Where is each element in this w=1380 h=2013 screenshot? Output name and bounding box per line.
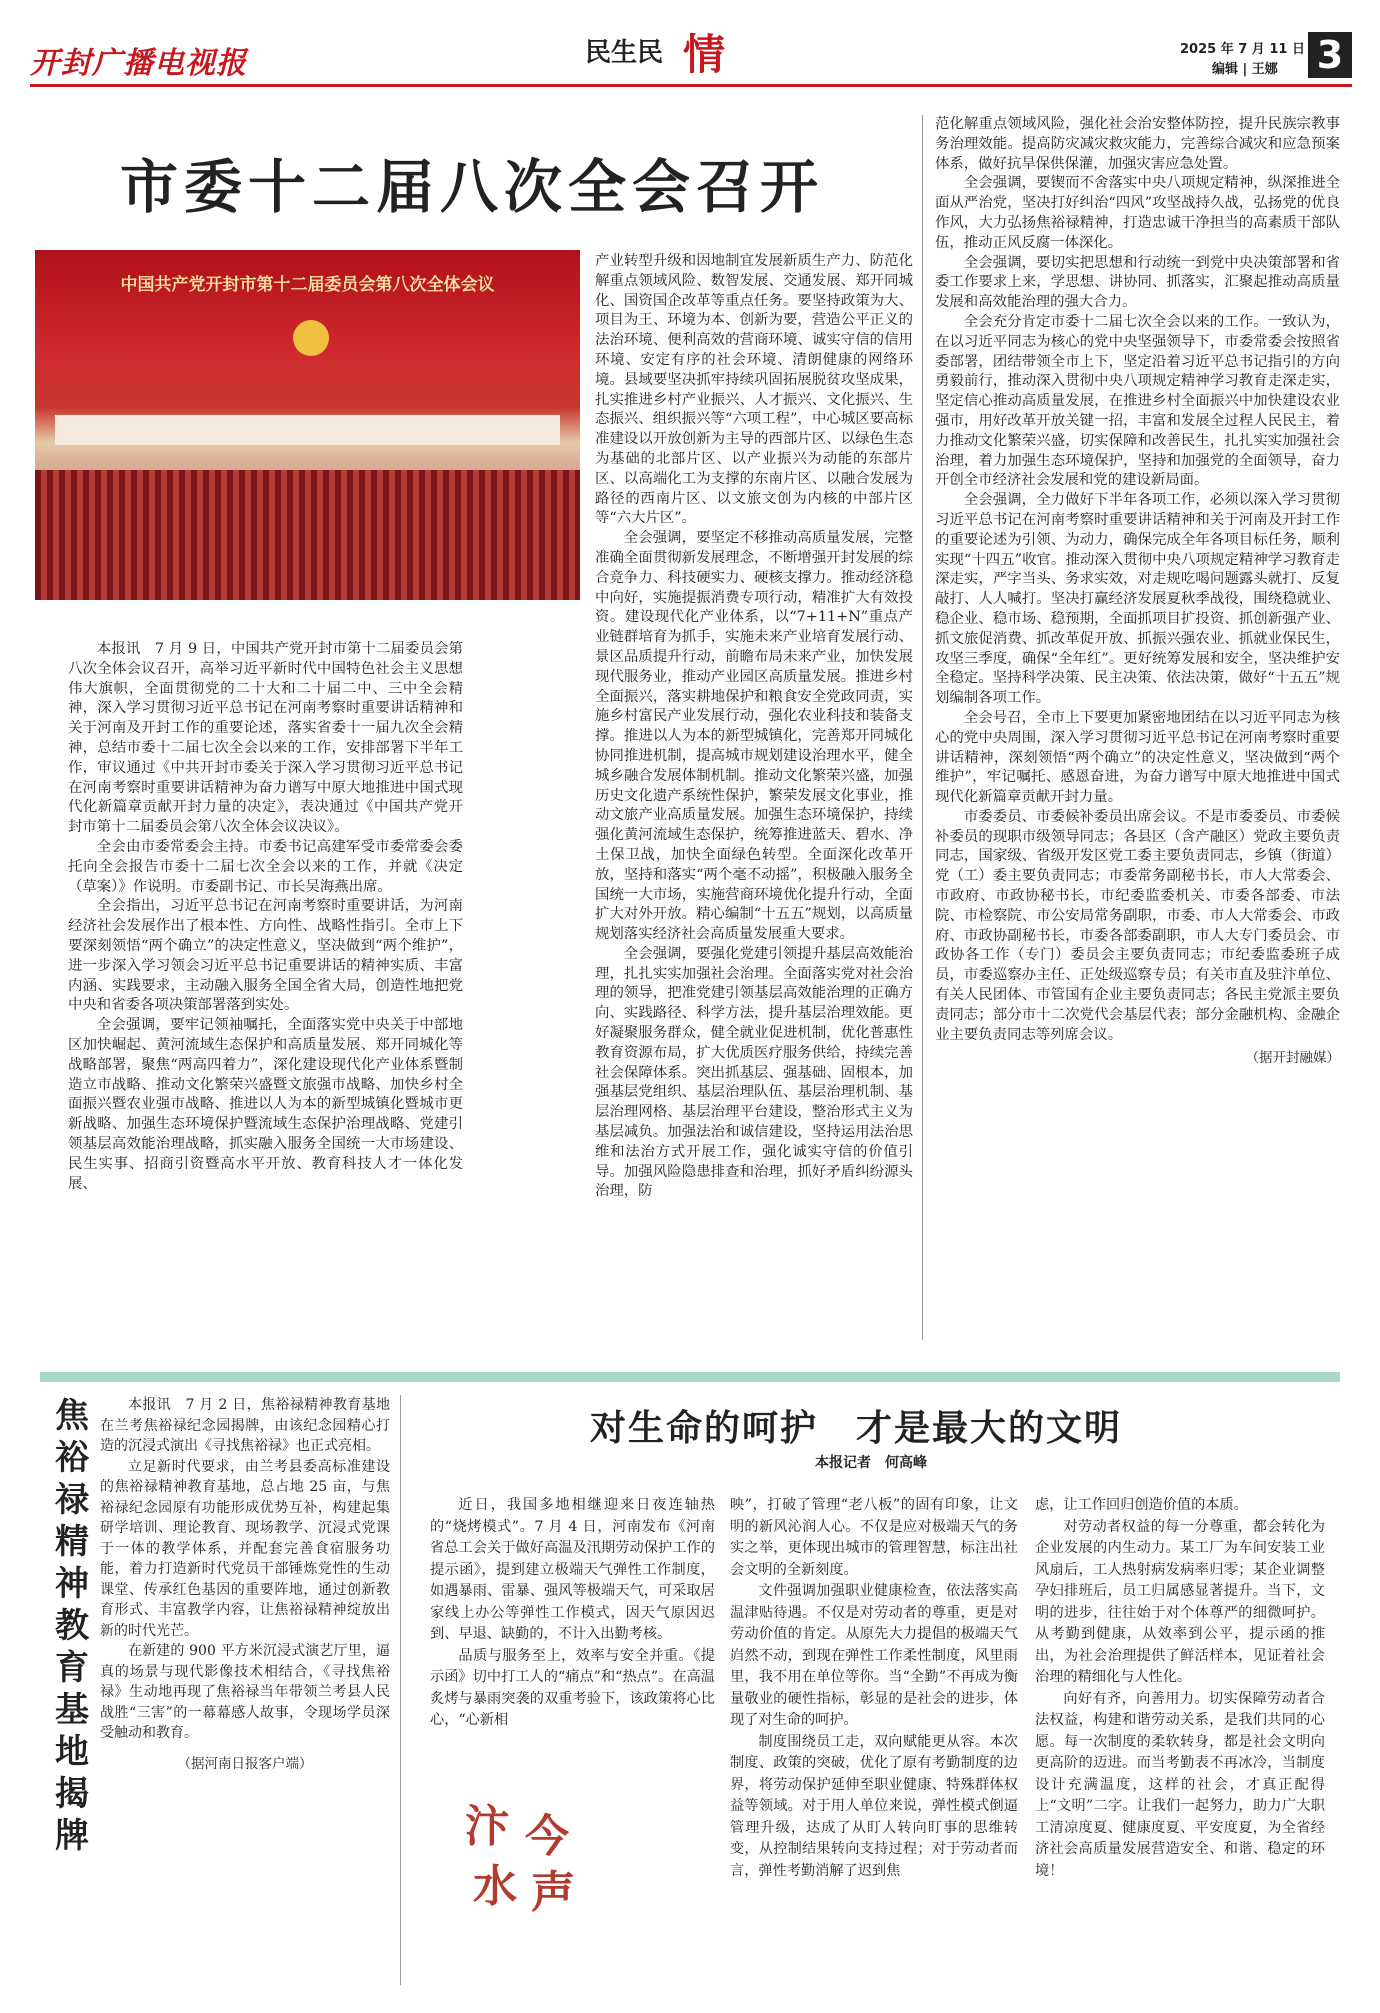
opinion-column-2 bbox=[730, 1495, 1018, 1882]
paragraph: 在新建的 900 平方米沉浸式演艺厅里，逼真的场景与现代影像技术相结合，《寻找焦裕禄》生动地再现了焦裕禄当年带领兰考县人民战胜“三害”的一幕幕感人故事，令现场学员深受触动和教育。 bbox=[100, 1643, 390, 1741]
paragraph: 全会指出，习近平总书记在河南考察时重要讲话，为河南经济社会发展作出了根本性、方向性、战略性指引。全市上下要深刻领悟“两个确立”的决定性意义，坚决做到“两个维护”，进一步深入学习领会习近平总书记重要讲话的精神实质、丰富内涵、实践要求，主动融入服务全国全省大局，创造性地把党中央和省委各项决策部署落到实处。 bbox=[68, 898, 463, 1014]
paragraph: 全会强调，要强化党建引领提升基层高效能治理，扎扎实实加强社会治理。全面落实党对社会治理的领导，把准党建引领基层高效能治理的正确方向、实践路径、科学方法，提升基层治理效能。更好凝聚服务群众，健全就业促进机制，优化普惠性教育资源布局，扩大优质医疗服务供给，持续完善社会保障体系。突出抓基层、强基础、固根本，加强基层党组织、基层治理队伍、基层治理机制、基层治理网格、基层治理平台建设，整治形式主义为基层减负。加强法治和诚信建设，坚持运用法治思维和法治方式开展工作，强化诚实守信的价值引导。加强风险隐患排查和治理，抓好矛盾纠纷源头治理，防 bbox=[595, 945, 913, 1200]
paragraph: 市委委员、市委候补委员出席会议。不是市委委员、市委候补委员的现职市级领导同志；各县区（含产融区）党政主要负责同志，国家级、省级开发区党工委主要负责同志，乡镇（街道）党（工）委主要负责同志；市委常务副秘书长，市人大常委会、市政府、市政协秘书长，市纪委监委机关、市委各部委、市法院、市检察院、市公安局常务副职，市委、市人大常委会、市政府、市政协副秘书长，市委各部委副职，市人大专门委员会、市政协各工作（专门）委员会主要负责同志；市纪委监委班子成员，市委巡察办主任、正处级巡察专员；有关市直及驻汴单位、有关人民团体、市管国有企业主要负责同志；各民主党派主要负责同志；部分市十二次党代会基层代表；部分金融机构、金融企业主要负责同志等列席会议。 bbox=[935, 808, 1340, 1043]
issue-date: 2025 年 7 月 11 日 bbox=[1180, 42, 1305, 57]
opinion-column-3 bbox=[1035, 1495, 1325, 1882]
side-article-body bbox=[100, 1395, 390, 1774]
paragraph: 全会强调，要锲而不舍落实中央八项规定精神，纵深推进全面从严治党，坚决打好纠治“四风”攻坚战持久战，弘扬党的优良作风，大力弘扬焦裕禄精神，打造忠诚干净担当的高素质干部队伍，推动正风反腐一体深化。 bbox=[935, 175, 1340, 251]
masthead-rule bbox=[30, 84, 1352, 87]
paragraph: 产业转型升级和因地制宜发展新质生产力、防范化解重点领域风险、数智发展、交通发展、郑开同城化、国资国企改革等重点任务。要坚持政策为大、项目为王、环境为本、创新为要，营造公平正义的法治环境、便利高效的营商环境、诚实守信的信用环境、安定有序的社会环境、清朗健康的网络环境。县域要坚决抓牢持续巩固拓展脱贫攻坚成果，扎实推进乡村产业振兴、人才振兴、文化振兴、生态振兴、组织振兴等“六项工程”，中心城区要高标准建设以开放创新为主导的西部片区、以绿色生态为基础的北部片区、以产业振兴为动能的东部片区、以高端化工为支撑的东南片区、以融合发展为路径的西南片区、以文旅文创为内核的中部片区等“六大片区”。 bbox=[595, 253, 913, 527]
paragraph: 全会强调，要切实把思想和行动统一到党中央决策部署和省委工作要求上来，学思想、讲协同、抓落实，汇聚起推动高质量发展和高效能治理的强大合力。 bbox=[935, 254, 1340, 311]
side-article-title: 焦裕禄精神教育基地揭牌 bbox=[55, 1396, 89, 1856]
article-column-3 bbox=[935, 115, 1340, 1069]
section-separator bbox=[40, 1372, 1340, 1382]
article-source: （据开封融媒） bbox=[1245, 1050, 1340, 1067]
opinion-column-1 bbox=[430, 1495, 715, 1732]
article-column-1 bbox=[68, 640, 463, 1194]
section-title bbox=[585, 22, 735, 79]
paragraph: 全会充分肯定市委十二届七次全会以来的工作。一致认为，在以习近平同志为核心的党中央坚强领导下，市委常委会按照省委部署，团结带领全市上下，坚定沿着习近平总书记指引的方向勇毅前行，推动深入贯彻中央八项规定精神学习教育走深走实，坚定信心推动高质量发展，在推进乡村全面振兴中加快建设农业强市，用好改革开放关键一招，丰富和发展全过程人民民主，着力推动文化繁荣兴盛，切实保障和改善民生，扎扎实实加强社会治理，着力加强生态环境保护，坚持和加强党的全面领导，奋力开创全市经济社会发展和党的建设新局面。 bbox=[935, 313, 1340, 489]
party-emblem-icon bbox=[293, 320, 329, 356]
page-number: 3 bbox=[1308, 32, 1352, 78]
photo-stage bbox=[55, 415, 560, 445]
paragraph: 对劳动者权益的每一分尊重，都会转化为企业发展的内生动力。某工厂为车间安装工业风扇后，工人热射病发病率归零；某企业调整孕妇排班后，员工归属感显著提升。当下，文明的进步，往往始于对个体尊严的细微呵护。从考勤到健康，从效率到公平，提示函的推出，为社会治理提供了鲜活样本，见证着社会治理的精细化与人性化。 bbox=[1035, 1518, 1325, 1685]
paragraph: 立足新时代要求，由兰考县委高标准建设的焦裕禄精神教育基地，总占地 25 亩，与焦裕禄纪念园原有功能形成优势互补，构建起集研学培训、理论教育、现场教学、沉浸式党课于一体的教学体系，并配套完善食宿服务功能，着力打造新时代党员干部锤炼党性的生动课堂、传承红色基因的重要阵地，通过创新教育形式、丰富教学内容，让焦裕禄精神绽放出新的时代光芒。 bbox=[100, 1458, 390, 1639]
paragraph: 全会强调，全力做好下半年各项工作，必须以深入学习贯彻习近平总书记在河南考察时重要讲话精神和关于河南及开封工作的重要论述为引领、为动力，确保完成全年各项目标任务，顺利实现“十四五”收官。推动深入贯彻中央八项规定精神学习教育走深走实，严字当头、务求实效，对走规吃喝问题露头就打、反复敲打、人人喊打。坚决打赢经济发展夏秋季战役，围绕稳就业、稳企业、稳市场、稳预期，全面抓项目扩投资、抓创新强产业、抓文旅促消费、抓改革促开放、抓振兴强农业、抓就业保民生，攻坚三季度，确保“全年红”。更好统筹发展和安全，坚决维护安全稳定。坚持科学决策、民主决策、依法决策，做好“十五五”规划编制各项工作。 bbox=[935, 492, 1340, 707]
paragraph: 虑，让工作回归创造价值的本质。 bbox=[1035, 1497, 1248, 1513]
headline: 市委十二届八次全会召开 bbox=[120, 153, 825, 221]
paragraph: 全会强调，要牢记领袖嘱托，全面落实党中央关于中部地区加快崛起、黄河流域生态保护和高质量发展、郑开同城化等战略部署，聚焦“两高四着力”，深化建设现代化产业体系暨制造立市战略、推动文化繁荣兴盛暨文旅强市战略、加快乡村全面振兴暨农业强市战略、推进以人为本的新型城镇化暨城市更新战略、加强生态环境保护暨流域生态保护治理战略、党建引领基层高效能治理战略，抓实融入服务全国统一大市场建设、民生实事、招商引资暨高水平开放、教育科技人才一体化发展、 bbox=[68, 1017, 463, 1192]
seal-char: 汴 bbox=[465, 1801, 509, 1852]
paragraph: 品质与服务至上，效率与安全并重。《提示函》切中打工人的“痛点”和“热点”。在高温炙烤与暴雨突袭的双重考验下，该政策将心比心，“心新相 bbox=[430, 1647, 715, 1728]
article-source: （据河南日报客户端） bbox=[177, 1755, 313, 1772]
opinion-title: 对生命的呵护 才是最大的文明 bbox=[590, 1407, 1123, 1449]
meeting-photo bbox=[35, 250, 580, 600]
seal-char: 今 bbox=[525, 1811, 569, 1862]
paragraph: 全会强调，要坚定不移推动高质量发展，完整准确全面贯彻新发展理念，不断增强开封发展的综合竞争力、科技硬实力、硬核支撑力。推动经济稳中向好，实施提振消费专项行动，精准扩大有效投资。建设现代化产业体系，以“7+11+N”重点产业链群培育为抓手，实施未来产业培育发展行动、景区品质提升行动，前瞻布局未来产业，加快发展现代服务业，推动产业园区高质量发展。推进乡村全面振兴，落实耕地保护和粮食安全党政同责，实施乡村富民产业发展行动，强化农业科技和装备支撑。推进以人为本的新型城镇化，完善郑开同城化协同推进机制，提高城市规划建设治理水平，健全城乡融合发展体制机制。推动文化繁荣兴盛，加强历史文化遗产系统性保护，繁荣发展文化事业，推动文旅产业高质量发展。加强生态环境保护，持续强化黄河流域生态保护，统筹推进蓝天、碧水、净土保卫战，加快全面绿色转型。全面深化改革开放，坚持和落实“两个毫不动摇”，积极融入服务全国统一大市场，实施营商环境优化提升行动，全面扩大对外开放。精心编制“十五五”规划，以高质量规划落实经济社会高质量发展重大要求。 bbox=[595, 530, 913, 943]
paragraph: 向好有齐，向善用力。切实保障劳动者合法权益，构建和谐劳动关系，是我们共同的心愿。每一次制度的柔软转身，都是社会文明向更高阶的迈进。而当考勤表不再冰冷，当制度设计充满温度，这样的社会，才真正配得上“文明”二字。让我们一起努力，助力广大职工清凉度夏、健康度夏、平安度夏，为全省经济社会高质量发展营造安全、和谐、稳定的环境！ bbox=[1035, 1690, 1325, 1879]
photo-banner-text: 中国共产党开封市第十二届委员会第八次全体会议 bbox=[120, 275, 495, 295]
seal-char: 声 bbox=[531, 1867, 575, 1918]
column-divider bbox=[400, 1395, 401, 1985]
paragraph: 近日，我国多地相继迎来日夜连轴热的“烧烤模式”。7 月 4 日，河南发布《河南省总工会关于做好高温及汛期劳动保护工作的提示函》，提到建立极端天气弹性工作制度，如遇暴雨、雷暴、强风等极端天气，可采取居家线上办公等弹性工作模式，因天气原因迟到、早退、缺勤的，不计入出勤考核。 bbox=[430, 1497, 715, 1642]
newspaper-logo: 开封广播电视报 bbox=[30, 46, 247, 81]
paragraph: 全会号召，全市上下要更加紧密地团结在以习近平同志为核心的党中央周围，深入学习贯彻习近平总书记在河南考察时重要讲话精神，深刻领悟“两个确立”的决定性意义，坚决做到“两个维护”，牢记嘱托、感恩奋进，为奋力谱写中原大地推进中国式现代化新篇章贡献开封力量。 bbox=[935, 709, 1340, 806]
paragraph: 本报讯 7 月 2 日，焦裕禄精神教育基地在兰考焦裕禄纪念园揭牌，由该纪念园精心打造的沉浸式演出《寻找焦裕禄》也正式亮相。 bbox=[100, 1397, 390, 1454]
column-logo bbox=[465, 1790, 585, 1918]
editor-credit: 编辑 | 王娜 bbox=[1212, 62, 1278, 77]
column-divider bbox=[922, 115, 923, 1340]
paragraph: 文件强调加强职业健康检查，依法落实高温津贴待遇。不仅是对劳动者的尊重，更是对劳动价值的肯定。从原先大力提倡的极端天气岿然不动，到现在弹性工作柔性制度，风里雨里，我不用在单位等你。当“全勤”不再成为衡量敬业的硬性指标，彰显的是社会的进步，体现了对生命的呵护。 bbox=[730, 1583, 1018, 1728]
paragraph: 映”，打破了管理“老八板”的固有印象，让文明的新风沁润人心。不仅是应对极端天气的务实之举，更体现出城市的管理智慧，标注出社会文明的全新刻度。 bbox=[730, 1497, 1018, 1578]
opinion-byline: 本报记者 何高峰 bbox=[815, 1455, 927, 1471]
seal-char: 水 bbox=[473, 1861, 517, 1912]
paragraph: 范化解重点领域风险，强化社会治安整体防控，提升民族宗教事务治理效能。提高防灾减灾救灾能力，完善综合减灾和应急预案体系，做好抗旱保供保灌，加强灾害应急处置。 bbox=[935, 116, 1340, 172]
section-title-main: 民生民 bbox=[585, 38, 664, 68]
article-column-2 bbox=[595, 252, 913, 1202]
photo-audience bbox=[35, 470, 580, 600]
paragraph: 制度围绕员工走，双向赋能更从容。本次制度、政策的突破，优化了原有考勤制度的边界，将劳动保护延伸至职业健康、特殊群体权益等领域。对于用人单位来说，弹性模式倒逼管理升级，达成了从盯人转向盯事的思维转变，从控制结果转向支持过程；对于劳动者而言，弹性考勤消解了迟到焦 bbox=[730, 1733, 1018, 1879]
paragraph: 全会由市委常委会主持。市委书记高建军受市委常委会委托向全会报告市委十二届七次全会以来的工作，并就《决定（草案）》作说明。市委副书记、市长吴海燕出席。 bbox=[68, 838, 463, 895]
section-title-accent: 情 bbox=[683, 30, 726, 79]
paragraph: 本报讯 7 月 9 日，中国共产党开封市第十二届委员会第八次全体会议召开，高举习近平新时代中国特色社会主义思想伟大旗帜，全面贯彻党的二十大和二十届二中、三中全会精神，深入学习贯彻习近平总书记在河南考察时重要讲话精神和关于河南及开封工作的重要论述，落实省委十一届九次全会精神，总结市委十二届七次全会以来的工作，安排部署下半年工作，审议通过《中共开封市委关于深入学习贯彻习近平总书记在河南考察时重要讲话精神为奋力谱写中原大地推进中国式现代化新篇章贡献开封力量的决定》，表决通过《中国共产党开封市第十二届委员会第八次全体会议决议》。 bbox=[68, 641, 463, 836]
